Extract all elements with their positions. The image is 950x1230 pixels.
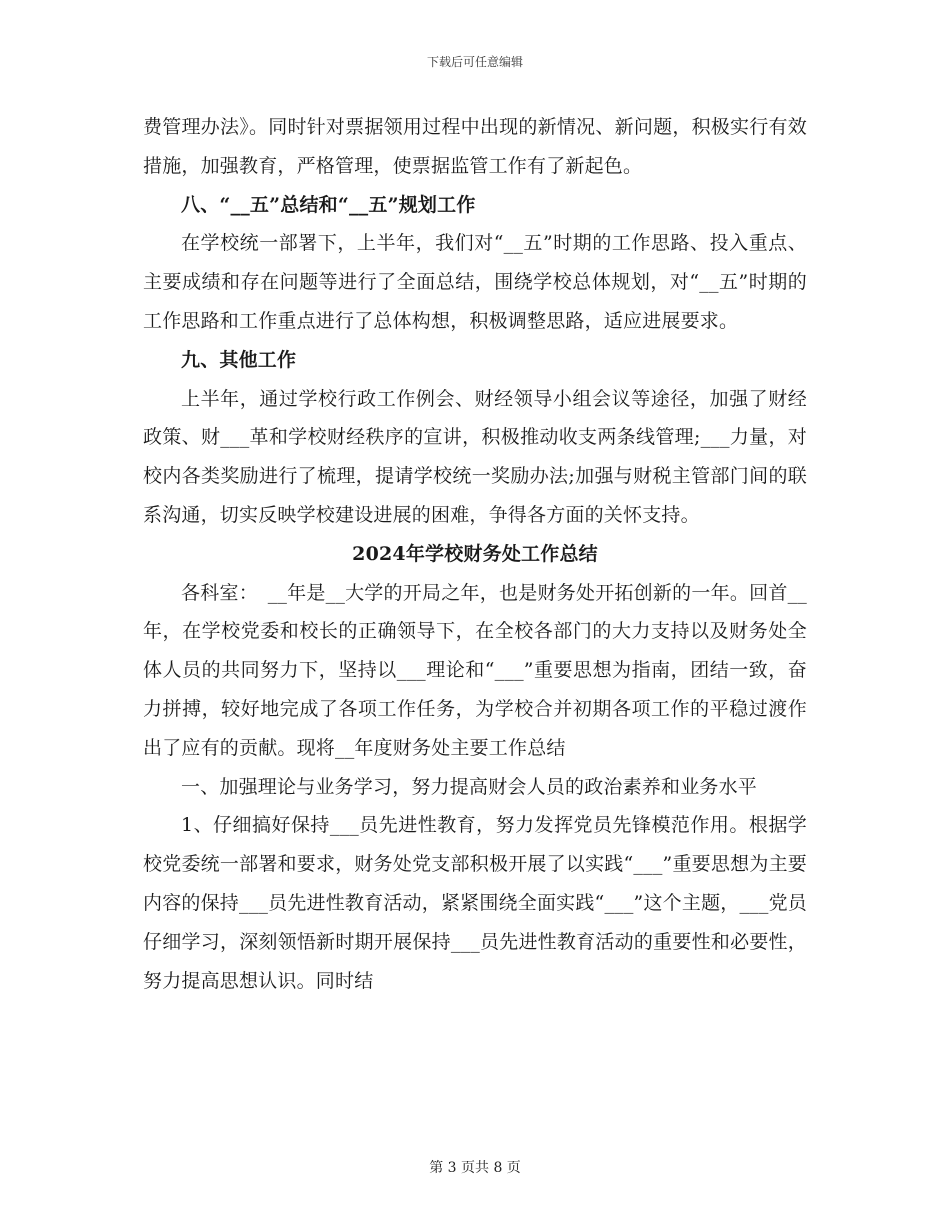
paragraph-intro: 各科室： __年是__大学的开局之年，也是财务处开拓创新的一年。回首__年，在学校党委和校长的正确领导下，在全校各部门的大力支持以及财务处全体人员的共同努力下，坚持以___理论和“___”重要思想为指南，团结一致，奋力拼搏，较好地完成了各项工作任务，为学校合并初期各项工作的平稳过渡作出了应有的贡献。现将__年度财务处主要工作总结 — [143, 581, 807, 759]
paragraph-continuation: 费管理办法》。同时针对票据领用过程中出现的新情况、新问题，积极实行有效措施，加强教育，严格管理，使票据监管工作有了新起色。 — [143, 116, 807, 177]
section-heading-9: 九、其他工作 — [181, 348, 297, 371]
paragraph-point-1-heading: 一、加强理论与业务学习，努力提高财会人员的政治素养和业务水平 — [181, 775, 758, 798]
document-title: 2024年学校财务处工作总结 — [352, 542, 598, 565]
page-footer: 第 3 页共 8 页 — [429, 1160, 521, 1176]
section-heading-8: 八、“__五”总结和“__五”规划工作 — [181, 193, 476, 216]
paragraph-section-8: 在学校统一部署下，上半年，我们对“__五”时期的工作思路、投入重点、主要成绩和存在问题等进行了全面总结，围绕学校总体规划，对“__五”时期的工作思路和工作重点进行了总体构想，积极调整思路，适应进展要求。 — [143, 232, 807, 332]
document-body — [143, 108, 807, 1000]
page-header: 下载后可任意编辑 — [426, 55, 523, 69]
paragraph-item-1: 1、仔细搞好保持___员先进性教育，努力发挥党员先锋模范作用。根据学校党委统一部署和要求，财务处党支部积极开展了以实践“___”重要思想为主要内容的保持___员先进性教育活动，紧紧围绕全面实践“___”这个主题，___党员仔细学习，深刻领悟新时期开展保持___员先进性教育活动的重要性和必要性，努力提高思想认识。同时结 — [143, 814, 807, 992]
paragraph-section-9: 上半年，通过学校行政工作例会、财经领导小组会议等途径，加强了财经政策、财___革和学校财经秩序的宣讲，积极推动收支两条线管理;___力量，对校内各类奖励进行了梳理，提请学校统一奖励办法;加强与财税主管部门间的联系沟通，切实反映学校建设进展的困难，争得各方面的关怀支持。 — [143, 387, 807, 526]
